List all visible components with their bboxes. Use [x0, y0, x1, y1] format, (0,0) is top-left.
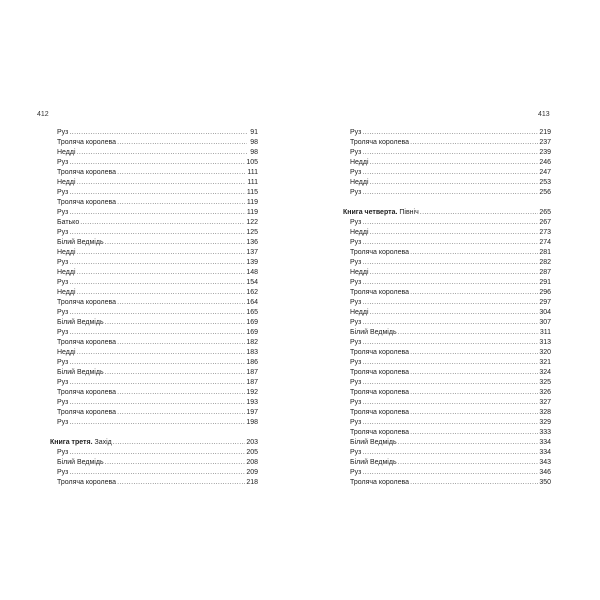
toc-entry-title: Троляча королева — [57, 389, 117, 396]
toc-entry-title: Недді — [350, 229, 369, 236]
toc-entry-title: Троляча королева — [57, 339, 117, 346]
toc-entry-title: Руз — [57, 209, 69, 216]
toc-entry — [343, 298, 551, 308]
dot-leader — [113, 438, 246, 448]
toc-entry-title: Троляча королева — [57, 199, 117, 206]
dot-leader — [105, 238, 246, 248]
dot-leader — [362, 318, 538, 328]
toc-entry — [50, 338, 258, 348]
toc-entry — [343, 418, 551, 428]
dot-leader — [117, 408, 245, 418]
toc-entry — [343, 308, 551, 318]
toc-entry — [343, 258, 551, 268]
toc-entry — [50, 408, 258, 418]
dot-leader — [117, 298, 245, 308]
dot-leader — [410, 348, 538, 358]
toc-entry-title: Руз — [57, 449, 69, 456]
toc-entry-title: Руз — [57, 129, 69, 136]
toc-entry — [343, 408, 551, 418]
dot-leader — [77, 148, 247, 158]
dot-leader — [69, 308, 245, 318]
toc-entry-page: 237 — [539, 139, 551, 146]
dot-leader — [69, 208, 245, 218]
toc-entry-page: 203 — [246, 439, 258, 446]
toc-entry-title: Руз — [350, 219, 362, 226]
toc-entry — [50, 448, 258, 458]
dot-leader — [105, 458, 246, 468]
toc-entry-page: 297 — [539, 299, 551, 306]
toc-entry-page: 192 — [246, 389, 258, 396]
toc-entry-title: Руз — [350, 379, 362, 386]
toc-entry-page: 91 — [250, 129, 258, 136]
toc-entry-page: 98 — [250, 149, 258, 156]
toc-entry — [343, 438, 551, 448]
toc-entry-title: Білий Ведмідь — [57, 369, 104, 376]
dot-leader — [69, 158, 245, 168]
toc-entry-page: 320 — [539, 349, 551, 356]
toc-entry-page: 111 — [247, 179, 258, 186]
dot-leader — [77, 348, 246, 358]
toc-entry-title: Руз — [350, 449, 362, 456]
dot-leader — [370, 308, 539, 318]
dot-leader — [370, 178, 539, 188]
dot-leader — [362, 238, 538, 248]
toc-entry-title: Недді — [57, 149, 76, 156]
dot-leader — [117, 198, 246, 208]
toc-entry-title: Руз — [350, 359, 362, 366]
toc-entry — [50, 388, 258, 398]
toc-entry-page: 187 — [246, 369, 258, 376]
toc-entry-title: Руз — [57, 229, 69, 236]
toc-entry — [343, 238, 551, 248]
toc-entry-page: 253 — [539, 179, 551, 186]
toc-entry-page: 193 — [246, 399, 258, 406]
dot-leader — [69, 258, 245, 268]
toc-entry-title: Троляча королева — [57, 139, 117, 146]
dot-leader — [69, 398, 245, 408]
toc-entry — [343, 188, 551, 198]
dot-leader — [410, 368, 538, 378]
toc-entry-title: Троляча королева — [350, 249, 410, 256]
dot-leader — [105, 368, 246, 378]
dot-leader — [410, 388, 538, 398]
toc-entry — [50, 148, 258, 158]
toc-entry-title: Руз — [350, 279, 362, 286]
toc-entry-title: Руз — [350, 339, 362, 346]
toc-entry-page: 186 — [246, 359, 258, 366]
toc-entry — [343, 378, 551, 388]
toc-entry-page: 137 — [246, 249, 258, 256]
book-title: Книга четверта. — [343, 209, 398, 216]
toc-entry-title: Руз — [350, 189, 362, 196]
toc-entry-page: 328 — [539, 409, 551, 416]
toc-entry — [50, 218, 258, 228]
toc-entry-title: Руз — [57, 309, 69, 316]
toc-entry-page: 287 — [539, 269, 551, 276]
toc-entry — [50, 258, 258, 268]
toc-entry-title: Білий Ведмідь — [57, 239, 104, 246]
toc-entry-title: Руз — [57, 159, 69, 166]
toc-entry-title: Недді — [350, 179, 369, 186]
toc-entry-title: Руз — [350, 169, 362, 176]
dot-leader — [77, 268, 246, 278]
toc-entry — [50, 278, 258, 288]
toc-entry-page: 115 — [246, 189, 258, 196]
toc-entry-page: 169 — [246, 329, 258, 336]
toc-entry-page: 291 — [539, 279, 551, 286]
toc-entry-title: Троляча королева — [350, 349, 410, 356]
toc-entry-page: 346 — [539, 469, 551, 476]
toc-entry-title: Руз — [57, 419, 69, 426]
toc-entry-page: 326 — [539, 389, 551, 396]
toc-entry-page: 246 — [539, 159, 551, 166]
toc-entry — [50, 188, 258, 198]
toc-entry — [343, 388, 551, 398]
toc-entry-page: 198 — [246, 419, 258, 426]
toc-entry-page: 182 — [246, 339, 258, 346]
toc-entry — [50, 348, 258, 358]
toc-entry — [343, 448, 551, 458]
toc-entry-title: Білий Ведмідь — [57, 459, 104, 466]
dot-leader — [362, 418, 538, 428]
toc-entry-page: 98 — [250, 139, 258, 146]
toc-entry — [343, 268, 551, 278]
toc-entry — [50, 378, 258, 388]
toc-entry-page: 304 — [539, 309, 551, 316]
toc-entry-page: 239 — [539, 149, 551, 156]
toc-book-heading — [343, 208, 551, 218]
toc-entry — [343, 248, 551, 258]
toc-entry-page: 334 — [539, 449, 551, 456]
toc-entry — [50, 318, 258, 328]
toc-entry-page: 321 — [539, 359, 551, 366]
dot-leader — [69, 418, 245, 428]
toc-entry-page: 325 — [539, 379, 551, 386]
dot-leader — [398, 438, 539, 448]
toc-entry-page: 282 — [539, 259, 551, 266]
toc-entry-page: 334 — [539, 439, 551, 446]
book-title: Книга третя. — [50, 439, 93, 446]
toc-entry-page: 311 — [539, 329, 551, 336]
toc-entry — [343, 228, 551, 238]
toc-entry-title: Недді — [57, 249, 76, 256]
dot-leader — [362, 358, 538, 368]
toc-entry-page: 164 — [246, 299, 258, 306]
toc-entry-title: Руз — [350, 319, 362, 326]
dot-leader — [362, 148, 538, 158]
dot-leader — [362, 338, 538, 348]
toc-entry — [343, 468, 551, 478]
toc-entry-title: Троляча королева — [350, 429, 410, 436]
right-page-number: 413 — [538, 111, 550, 118]
left-page-number: 412 — [37, 111, 49, 118]
toc-entry-title: Недді — [57, 289, 76, 296]
toc-entry — [50, 128, 258, 138]
dot-leader — [420, 208, 539, 218]
toc-entry-page: 187 — [246, 379, 258, 386]
toc-entry-title: Троляча королева — [350, 139, 410, 146]
toc-entry-title: Білий Ведмідь — [350, 459, 397, 466]
toc-entry-title: Білий Ведмідь — [350, 329, 397, 336]
toc-entry-title: Руз — [57, 329, 69, 336]
toc-entry-page: 208 — [246, 459, 258, 466]
left-toc — [50, 128, 258, 488]
toc-entry-page: 105 — [246, 159, 258, 166]
toc-entry-title: Руз — [57, 279, 69, 286]
dot-leader — [69, 188, 245, 198]
toc-entry — [50, 298, 258, 308]
toc-entry — [50, 358, 258, 368]
toc-entry-title: Троляча королева — [350, 369, 410, 376]
toc-entry — [50, 208, 258, 218]
toc-entry — [50, 468, 258, 478]
toc-entry-page: 296 — [539, 289, 551, 296]
dot-leader — [362, 168, 538, 178]
toc-entry-title: Недді — [350, 269, 369, 276]
dot-leader — [77, 178, 247, 188]
toc-entry-title: Недді — [350, 159, 369, 166]
toc-entry — [343, 168, 551, 178]
toc-entry-page: 307 — [539, 319, 551, 326]
toc-entry-title: Руз — [57, 359, 69, 366]
dot-leader — [69, 278, 245, 288]
toc-entry — [50, 168, 258, 178]
toc-entry-title: Троляча королева — [350, 479, 410, 486]
toc-entry-page: 333 — [539, 429, 551, 436]
toc-entry — [50, 238, 258, 248]
toc-entry-page: 350 — [539, 479, 551, 486]
toc-entry-page: 111 — [247, 169, 258, 176]
toc-entry-page: 136 — [246, 239, 258, 246]
toc-entry — [50, 308, 258, 318]
toc-entry-title: Руз — [57, 399, 69, 406]
dot-leader — [362, 128, 538, 138]
toc-entry-title: Руз — [350, 149, 362, 156]
toc-entry-title: Троляча королева — [57, 299, 117, 306]
toc-entry-page: 197 — [246, 409, 258, 416]
right-toc — [343, 128, 551, 488]
dot-leader — [410, 478, 538, 488]
dot-leader — [370, 228, 539, 238]
toc-entry — [343, 428, 551, 438]
toc-entry — [50, 268, 258, 278]
toc-entry — [50, 458, 258, 468]
toc-entry-page: 343 — [539, 459, 551, 466]
toc-entry — [343, 288, 551, 298]
toc-entry — [343, 318, 551, 328]
dot-leader — [69, 448, 245, 458]
dot-leader — [410, 428, 538, 438]
toc-entry — [50, 418, 258, 428]
book-subtitle: Захід — [92, 439, 112, 446]
dot-leader — [370, 158, 539, 168]
dot-leader — [77, 248, 246, 258]
toc-entry — [343, 178, 551, 188]
dot-leader — [410, 138, 538, 148]
toc-entry-page: 218 — [246, 479, 258, 486]
dot-leader — [117, 478, 245, 488]
toc-entry-page: 265 — [539, 209, 551, 216]
toc-entry-title: Руз — [350, 299, 362, 306]
toc-entry-page: 122 — [246, 219, 258, 226]
spacer — [343, 198, 551, 208]
toc-entry-title: Руз — [57, 469, 69, 476]
toc-entry-title: Руз — [57, 189, 69, 196]
dot-leader — [362, 218, 538, 228]
dot-leader — [77, 288, 246, 298]
dot-leader — [362, 378, 538, 388]
toc-entry-page: 274 — [539, 239, 551, 246]
dot-leader — [398, 328, 539, 338]
toc-entry-title: Руз — [350, 419, 362, 426]
toc-entry — [343, 218, 551, 228]
dot-leader — [362, 468, 538, 478]
toc-entry-page: 119 — [246, 199, 258, 206]
toc-entry-title: Недді — [57, 269, 76, 276]
toc-entry — [50, 228, 258, 238]
toc-entry — [343, 148, 551, 158]
dot-leader — [362, 448, 538, 458]
dot-leader — [362, 278, 538, 288]
toc-entry — [50, 368, 258, 378]
toc-entry — [343, 458, 551, 468]
toc-entry-title: Руз — [350, 129, 362, 136]
toc-entry-page: 256 — [539, 189, 551, 196]
toc-entry-page: 273 — [539, 229, 551, 236]
dot-leader — [69, 358, 245, 368]
toc-entry — [343, 128, 551, 138]
toc-entry-page: 219 — [539, 129, 551, 136]
toc-entry-page: 281 — [539, 249, 551, 256]
spacer — [50, 428, 258, 438]
toc-entry-page: 313 — [539, 339, 551, 346]
toc-entry — [50, 398, 258, 408]
toc-entry-title: Троляча королева — [350, 409, 410, 416]
toc-entry-page: 324 — [539, 369, 551, 376]
toc-entry-title: Руз — [350, 259, 362, 266]
toc-entry-page: 139 — [246, 259, 258, 266]
toc-entry — [50, 198, 258, 208]
toc-entry — [50, 158, 258, 168]
toc-entry — [343, 348, 551, 358]
dot-leader — [117, 338, 245, 348]
dot-leader — [80, 218, 245, 228]
toc-entry-title: Батько — [57, 219, 80, 226]
toc-entry-page: 183 — [246, 349, 258, 356]
dot-leader — [69, 128, 247, 138]
dot-leader — [398, 458, 539, 468]
toc-entry — [343, 338, 551, 348]
toc-entry-page: 169 — [246, 319, 258, 326]
toc-entry-title: Недді — [57, 179, 76, 186]
toc-entry-title: Руз — [350, 469, 362, 476]
dot-leader — [362, 258, 538, 268]
toc-entry-page: 247 — [539, 169, 551, 176]
dot-leader — [362, 188, 538, 198]
toc-entry-page: 209 — [246, 469, 258, 476]
dot-leader — [410, 248, 538, 258]
toc-entry-page: 125 — [246, 229, 258, 236]
toc-entry — [50, 478, 258, 488]
toc-entry-title: Троляча королева — [350, 289, 410, 296]
toc-entry — [343, 368, 551, 378]
toc-entry — [50, 178, 258, 188]
toc-entry-page: 119 — [246, 209, 258, 216]
toc-entry-title: Білий Ведмідь — [57, 319, 104, 326]
dot-leader — [69, 328, 245, 338]
toc-entry-page: 154 — [246, 279, 258, 286]
toc-entry — [343, 158, 551, 168]
dot-leader — [362, 398, 538, 408]
dot-leader — [117, 388, 245, 398]
toc-book-heading — [50, 438, 258, 448]
toc-entry-title: Троляча королева — [350, 389, 410, 396]
dot-leader — [362, 298, 538, 308]
toc-entry — [50, 248, 258, 258]
toc-entry-title: Недді — [57, 349, 76, 356]
toc-entry — [343, 278, 551, 288]
toc-entry-page: 329 — [539, 419, 551, 426]
toc-entry-title: Троляча королева — [57, 479, 117, 486]
toc-entry-title: Троляча королева — [57, 409, 117, 416]
toc-entry-title: Руз — [350, 239, 362, 246]
toc-entry-page: 267 — [539, 219, 551, 226]
dot-leader — [410, 288, 538, 298]
toc-entry-title: Руз — [57, 259, 69, 266]
toc-entry — [343, 478, 551, 488]
dot-leader — [69, 378, 245, 388]
book-subtitle: Північ — [397, 209, 419, 216]
toc-entry-page: 148 — [246, 269, 258, 276]
toc-entry — [50, 328, 258, 338]
toc-entry — [343, 358, 551, 368]
toc-entry — [50, 288, 258, 298]
dot-leader — [105, 318, 246, 328]
dot-leader — [69, 228, 245, 238]
toc-entry-page: 162 — [246, 289, 258, 296]
toc-entry — [343, 138, 551, 148]
toc-entry — [343, 398, 551, 408]
toc-entry-page: 165 — [246, 309, 258, 316]
toc-entry-title: Недді — [350, 309, 369, 316]
toc-entry-page: 327 — [539, 399, 551, 406]
dot-leader — [370, 268, 539, 278]
dot-leader — [117, 168, 246, 178]
toc-entry-title: Білий Ведмідь — [350, 439, 397, 446]
toc-entry-title: Троляча королева — [57, 169, 117, 176]
toc-entry-title: Руз — [350, 399, 362, 406]
toc-entry — [343, 328, 551, 338]
toc-entry-title: Руз — [57, 379, 69, 386]
toc-entry — [50, 138, 258, 148]
dot-leader — [69, 468, 245, 478]
dot-leader — [117, 138, 247, 148]
dot-leader — [410, 408, 538, 418]
toc-entry-page: 205 — [246, 449, 258, 456]
